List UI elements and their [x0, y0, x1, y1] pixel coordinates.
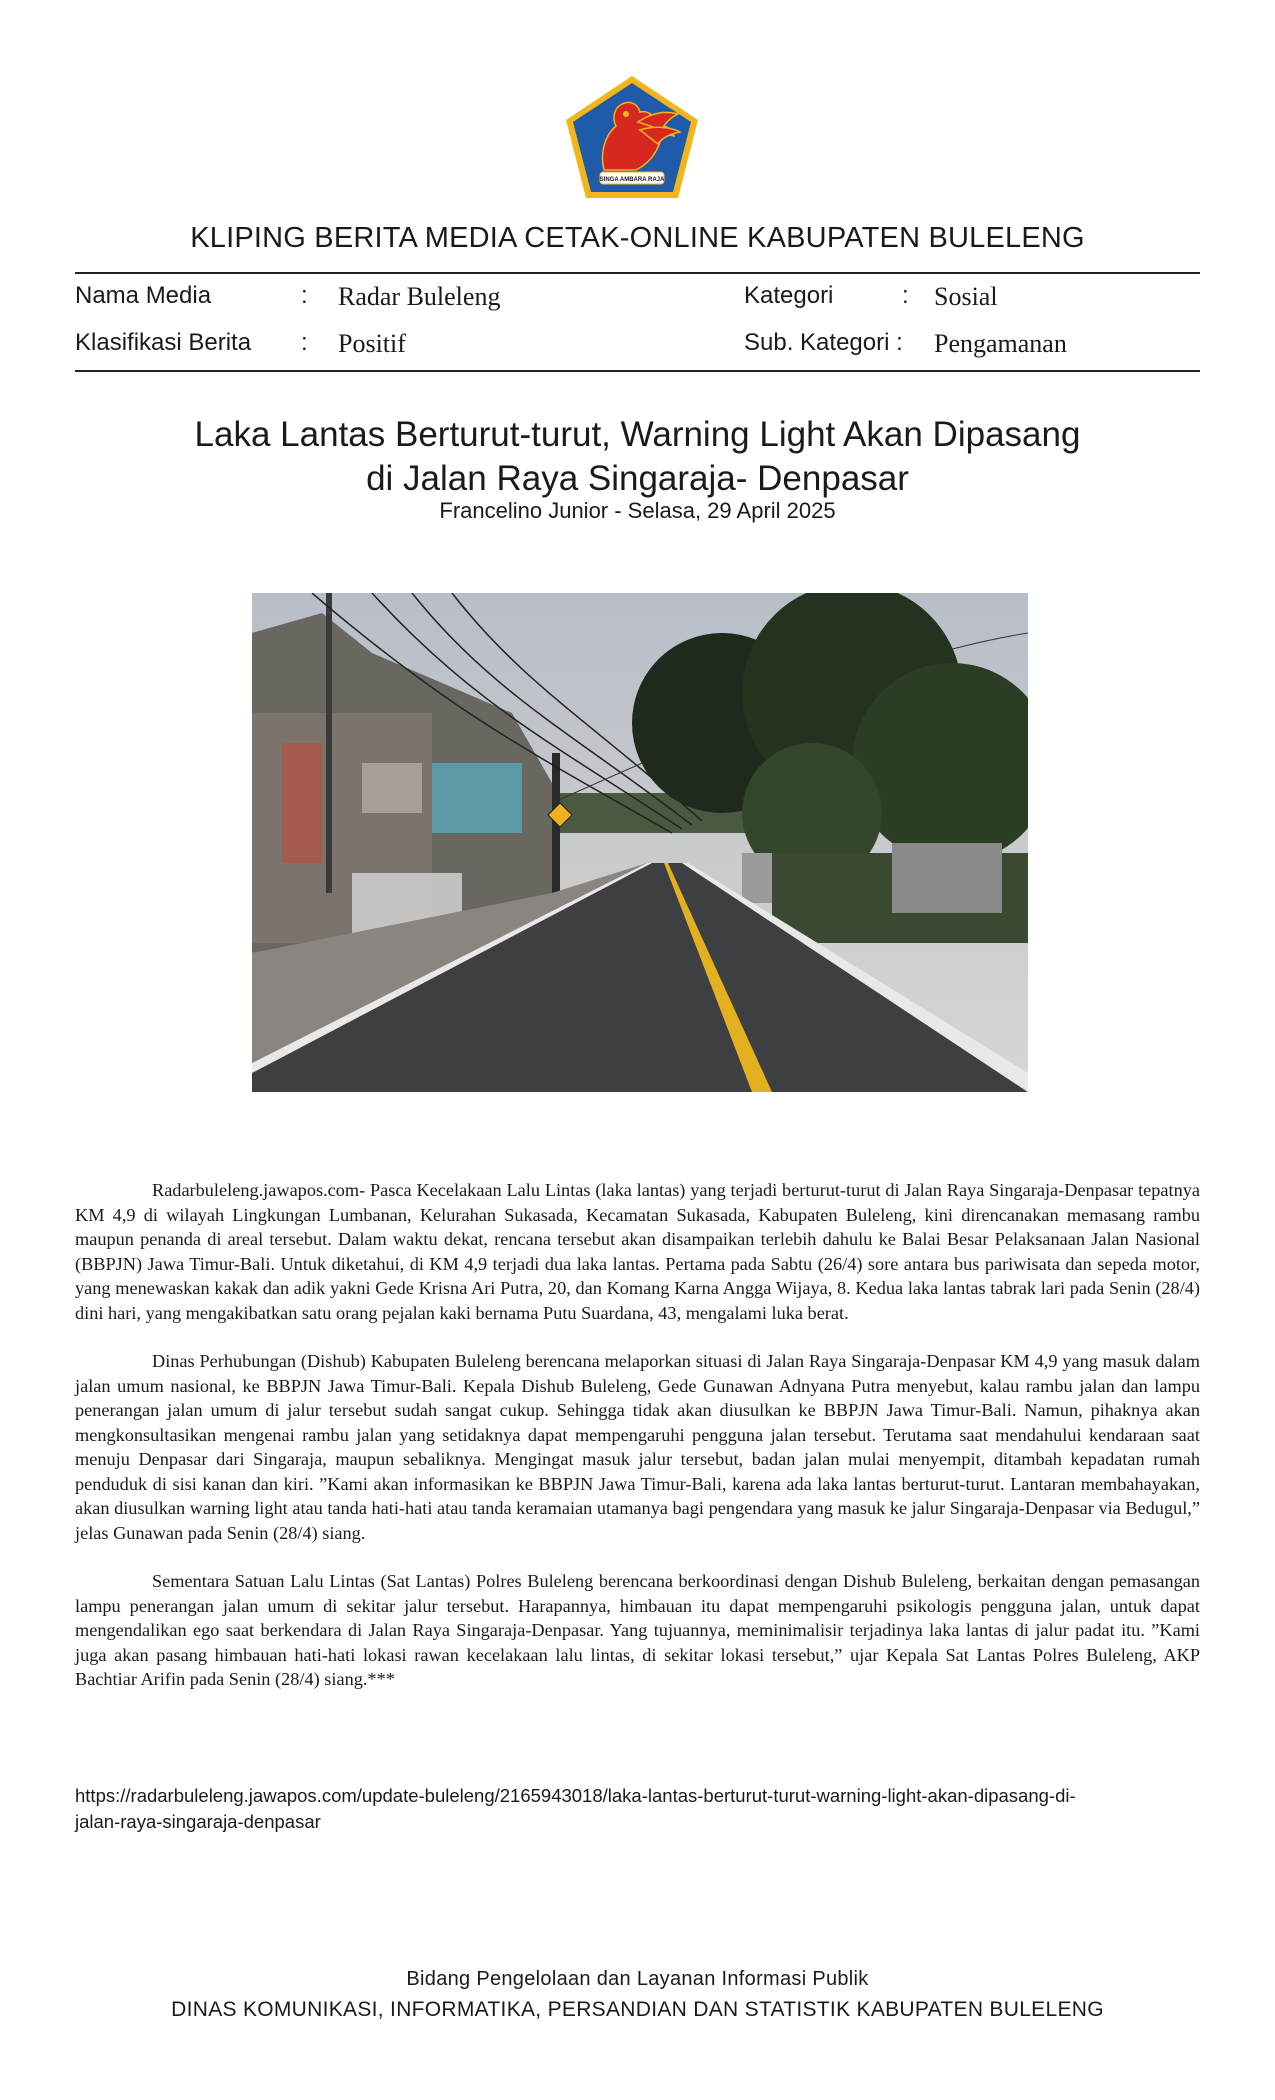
- article-source-link[interactable]: [75, 1783, 1200, 1835]
- source-url-line-2[interactable]: jalan-raya-singaraja-denpasar: [75, 1811, 321, 1832]
- klasifikasi-colon: :: [301, 329, 308, 356]
- article-paragraph-1: Radarbuleleng.jawapos.com- Pasca Kecelakaan Lalu Lintas (laka lantas) yang terjadi berturut-turut di Jalan Raya Singaraja-Denpasar tepatnya KM 4,9 di wilayah Lingkungan Lumbanan, Kelurahan Sukasada, Kecamatan Sukasada, Kabupaten Buleleng, kini direncanakan memasang rambu maupun penanda di areal tersebut. Dalam waktu dekat, rencana tersebut akan disampaikan terlebih dahulu ke Balai Besar Pelaksanaan Jalan Nasional (BBPJN) Jawa Timur-Bali. Untuk diketahui, di KM 4,9 terjadi dua laka lantas. Pertama pada Sabtu (26/4) sore antara bus pariwisata dan sepeda motor, yang menewaskan kakak dan adik yakni Gede Krisna Ari Putra, 20, dan Komang Karna Angga Wijaya, 8. Kedua laka lantas tabrak lari pada Senin (28/4) dini hari, yang mengakibatkan satu orang pejalan kaki bernama Putu Suardana, 43, mengalami luka berat.: [75, 1180, 1200, 1323]
- sub-kategori-label: Sub. Kategori :: [744, 329, 903, 356]
- kategori-label: Kategori: [744, 282, 834, 309]
- sub-kategori-value: Pengamanan: [934, 329, 1067, 358]
- road-photo-image: [252, 593, 1028, 1092]
- klasifikasi-value: Positif: [338, 329, 406, 358]
- buleleng-seal-logo: [564, 74, 700, 202]
- klasifikasi-label: Klasifikasi Berita: [75, 329, 252, 356]
- seal-motto-text: SINGA AMBARA RAJA: [599, 177, 665, 183]
- article-paragraph-3: Sementara Satuan Lalu Lintas (Sat Lantas) Polres Buleleng berencana berkoordinasi dengan Dishub Buleleng, berkaitan dengan pemasangan lampu penerangan jalan umum di sekitar jalur tersebut. Harapannya, himbauan itu dapat mempengaruhi psikologis pengguna jalan, untuk dapat mengendalikan ego saat berkendara di Jalan Raya Singaraja-Denpasar. Yang tujuannya, meminimalisir terjadinya laka lantas di jalur padat itu. ”Kami juga akan pasang himbauan hati-hati lokasi rawan kecelakaan lalu lintas, di sekitar lokasi tersebut,” ujar Kepala Sat Lantas Polres Buleleng, AKP Bachtiar Arifin pada Senin (28/4) siang.***: [75, 1571, 1200, 1689]
- kategori-colon: :: [902, 282, 909, 309]
- article-paragraph-2: Dinas Perhubungan (Dishub) Kabupaten Buleleng berencana melaporkan situasi di Jalan Raya Singaraja-Denpasar KM 4,9 yang masuk dalam jalan umum nasional, ke BBPJN Jawa Timur-Bali. Kepala Dishub Buleleng, Gede Gunawan Adnyana Putra menyebut, kalau rambu jalan dan lampu penerangan jalan umum di jalur tersebut sudah sangat cukup. Sehingga tidak akan diusulkan ke BBPJN Jawa Timur-Bali. Namun, pihaknya akan mengkonsultasikan mengenai rambu jalan yang setidaknya dapat mempengaruhi pengguna jalan tersebut. Terutama saat mendahului kendaraan saat menuju Denpasar dari Singaraja, maupun sebaliknya. Mengingat masuk jalur tersebut, badan jalan mulai menyempit, ditambah kepadatan rumah penduduk di sisi kanan dan kiri. ”Kami akan informasikan ke BBPJN Jawa Timur-Bali, karena ada laka lantas berturut-turut. Lantaran membahayakan, akan diusulkan warning light atau tanda hati-hati atau tanda keramaian utamanya bagi pengendara yang masuk ke jalur Singaraja-Denpasar via Bedugul,” jelas Gunawan pada Senin (28/4) siang.: [75, 1351, 1200, 1543]
- article-photo: [252, 593, 1028, 1092]
- article-body: [75, 1178, 1200, 1716]
- article-title-line-2: di Jalan Raya Singaraja- Denpasar: [366, 459, 909, 498]
- page-title: KLIPING BERITA MEDIA CETAK-ONLINE KABUPATEN BULELENG: [190, 222, 1085, 254]
- source-url-line-1[interactable]: https://radarbuleleng.jawapos.com/update-buleleng/2165943018/laka-lantas-berturut-turut-warning-light-akan-dipasang-di-: [75, 1785, 1076, 1806]
- article-byline: Francelino Junior - Selasa, 29 April 2025: [439, 498, 836, 523]
- nama-media-value: Radar Buleleng: [338, 282, 501, 311]
- lion-crest-icon: [564, 74, 700, 202]
- nama-media-label: Nama Media: [75, 282, 212, 309]
- header-divider-bottom: [75, 370, 1200, 372]
- footer-department: Bidang Pengelolaan dan Layanan Informasi Publik: [406, 1968, 869, 1990]
- header-divider-top: [75, 272, 1200, 274]
- nama-media-colon: :: [301, 282, 308, 309]
- article-title-line-1: Laka Lantas Berturut-turut, Warning Light Akan Dipasang: [194, 415, 1081, 454]
- footer-agency: DINAS KOMUNIKASI, INFORMATIKA, PERSANDIAN DAN STATISTIK KABUPATEN BULELENG: [171, 1998, 1104, 2021]
- article-title: [0, 413, 1275, 501]
- kategori-value: Sosial: [934, 282, 998, 311]
